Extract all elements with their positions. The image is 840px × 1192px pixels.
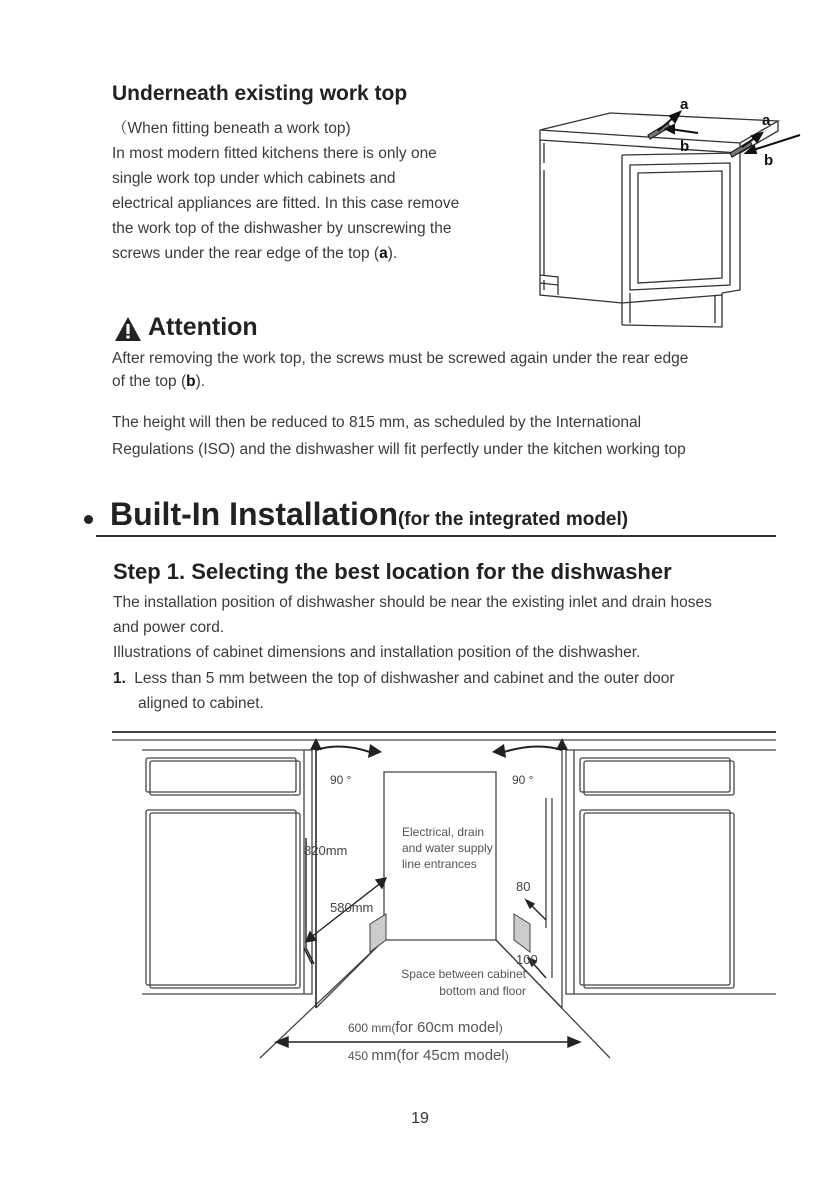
width-45-label	[348, 1047, 509, 1064]
paragraph-line: The installation position of dishwasher should be near the existing inlet and drain hoses	[113, 594, 712, 611]
body-right	[722, 153, 740, 293]
section-paragraph	[112, 141, 512, 266]
right-door	[580, 810, 730, 985]
width-45-close: )	[504, 1049, 509, 1063]
right-floor-block	[514, 914, 530, 952]
list-item-line: aligned to cabinet.	[138, 695, 264, 712]
attention-title: Attention	[148, 313, 258, 341]
right-door-swing-arc	[504, 746, 562, 752]
angle-left-label: 90 °	[330, 773, 352, 787]
left-cabinet	[142, 750, 312, 994]
left-floor-block	[370, 914, 386, 952]
width-60-number: 600 mm(	[348, 1021, 396, 1035]
dishwasher-worktop-illustration	[530, 95, 830, 335]
left-drawer	[146, 758, 296, 792]
step1-list-item	[113, 666, 813, 716]
label-a-left: a	[680, 96, 689, 113]
builtin-title-suffix: (for the integrated model)	[397, 509, 629, 530]
cabinet-dimensions-diagram	[100, 728, 790, 1078]
paragraph-line: After removing the work top, the screws must be screwed again under the rear edge	[112, 350, 689, 367]
paragraph-line: single work top under which cabinets and	[112, 170, 396, 187]
paragraph-line: the work top of the dishwasher by unscrewing the	[112, 220, 452, 237]
warning-triangle-icon	[114, 316, 142, 342]
page-number: 19	[411, 1110, 429, 1127]
paragraph-line: The height will then be reduced to 815 mm, as scheduled by the International	[112, 414, 642, 431]
width-45-number: 450	[348, 1049, 372, 1063]
list-item-line: Less than 5 mm between the top of dishwasher and cabinet and the outer door	[134, 670, 675, 687]
height-label: 820mm	[304, 843, 348, 858]
heading-underline	[96, 535, 776, 537]
entrances-label-line1: Electrical, drain	[402, 825, 485, 839]
builtin-title: Built-In Installation	[110, 496, 398, 532]
bold-label: a	[379, 245, 388, 262]
depth-label: 580mm	[330, 900, 374, 915]
paragraph-line: electrical appliances are fitted. In this case remove	[112, 195, 460, 212]
label-b-right: b	[764, 152, 774, 169]
entrances-label-line2: and water supply	[402, 841, 493, 855]
text: of the top (	[112, 373, 187, 390]
label-a-right: a	[762, 112, 771, 129]
space-label-line1: Space between cabinet	[401, 967, 526, 981]
body-left	[540, 140, 622, 303]
attention-paragraph	[112, 347, 688, 393]
width-45-text: mm(for 45cm model	[371, 1047, 505, 1064]
label-b-left: b	[680, 138, 690, 155]
plinth	[622, 293, 722, 327]
text: ).	[195, 373, 206, 390]
height-paragraph	[112, 409, 686, 463]
width-60-text: for 60cm model	[395, 1019, 499, 1036]
left-door-swing-arc	[316, 746, 370, 752]
angle-right-label: 90 °	[512, 773, 534, 787]
paragraph-line: Regulations (ISO) and the dishwasher will fit perfectly under the kitchen working top	[112, 441, 686, 458]
right-cabinet	[566, 750, 776, 994]
paragraph-line: In most modern fitted kitchens there is only one	[112, 145, 437, 162]
bullet-dot	[84, 515, 93, 524]
list-number: 1.	[113, 670, 126, 687]
text: screws under the rear edge of the top (	[112, 245, 380, 262]
entrances-label-line3: line entrances	[402, 857, 477, 871]
right-drawer	[580, 758, 730, 792]
niche-back-wall	[384, 772, 496, 940]
text: ).	[387, 245, 398, 262]
paragraph-line: Illustrations of cabinet dimensions and installation position of the dishwasher.	[113, 644, 641, 661]
paragraph-line	[112, 370, 688, 393]
bold-label: b	[186, 373, 196, 390]
paragraph-line: and power cord.	[113, 619, 225, 636]
section-subheading: （When fitting beneath a work top)	[112, 120, 351, 137]
builtin-heading	[110, 496, 628, 533]
step1-paragraph	[113, 590, 813, 665]
dim-80-label: 80	[516, 879, 531, 894]
width-60-close: )	[498, 1021, 503, 1035]
step1-heading: Step 1. Selecting the best location for the dishwasher	[113, 559, 672, 584]
paragraph-line	[112, 241, 512, 266]
section-heading: Underneath existing work top	[112, 82, 408, 105]
space-label-line2: bottom and floor	[439, 984, 526, 998]
width-60-label	[348, 1019, 503, 1036]
dim-100-label: 100	[516, 952, 538, 967]
left-door	[146, 810, 296, 985]
